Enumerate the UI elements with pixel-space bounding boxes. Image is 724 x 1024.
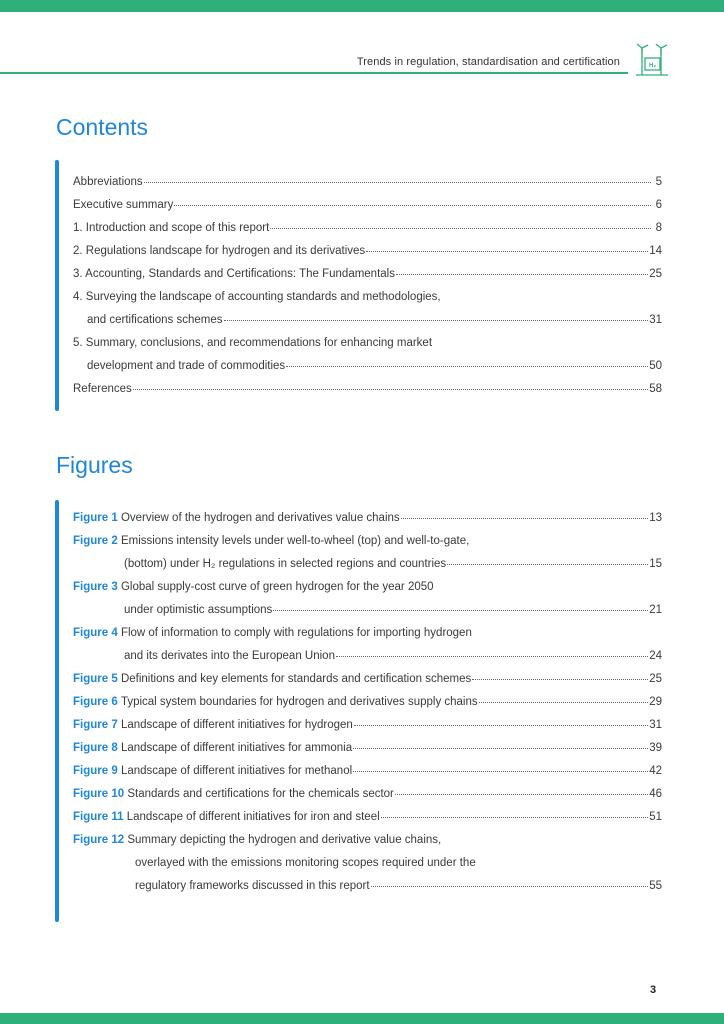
- figure-item-12[interactable]: Figure 12 Summary depicting the hydrogen and derivative value chains, overlayed with the emissions monitoring scopes required under the regulatory frameworks discussed in this report 55: [73, 834, 662, 892]
- contents-list: [73, 171, 662, 401]
- running-header-title: Trends in regulation, standardisation and certification: [356, 56, 620, 68]
- figure-item-2[interactable]: Figure 2 Emissions intensity levels under well-to-wheel (top) and well-to-gate, (bottom) under H₂ regulations in selected regions and countries 15: [73, 535, 662, 570]
- figure-item-9[interactable]: Figure 9 Landscape of different initiatives for methanol 42: [73, 765, 662, 777]
- figure-item-11[interactable]: Figure 11 Landscape of different initiatives for iron and steel 51: [73, 811, 662, 823]
- figure-item-4[interactable]: Figure 4 Flow of information to comply with regulations for importing hydrogen and its derivates into the European Union 24: [73, 627, 662, 662]
- figures-list: [73, 507, 662, 898]
- toc-item-regulations-landscape[interactable]: 2. Regulations landscape for hydrogen and its derivatives 14: [73, 245, 662, 257]
- toc-item-surveying-landscape[interactable]: 4. Surveying the landscape of accounting standards and methodologies, and certifications schemes 31: [73, 291, 662, 326]
- toc-item-introduction[interactable]: 1. Introduction and scope of this report 8: [73, 222, 662, 234]
- toc-item-accounting-standards[interactable]: 3. Accounting, Standards and Certifications: The Fundamentals 25: [73, 268, 662, 280]
- contents-heading: Contents: [56, 114, 149, 140]
- figure-item-1[interactable]: Figure 1 Overview of the hydrogen and derivatives value chains 13: [73, 512, 662, 524]
- contents-accent-bar: [55, 160, 59, 411]
- figures-accent-bar: [55, 500, 59, 922]
- svg-text:H₂: H₂: [649, 63, 656, 69]
- figure-item-10[interactable]: Figure 10 Standards and certifications for the chemicals sector 46: [73, 788, 662, 800]
- figure-item-3[interactable]: Figure 3 Global supply-cost curve of green hydrogen for the year 2050 under optimistic assumptions 21: [73, 581, 662, 616]
- top-accent-bar: [0, 0, 724, 12]
- figure-item-7[interactable]: Figure 7 Landscape of different initiatives for hydrogen 31: [73, 719, 662, 731]
- header-rule: [0, 72, 628, 74]
- figure-item-8[interactable]: Figure 8 Landscape of different initiatives for ammonia 39: [73, 742, 662, 754]
- toc-item-references[interactable]: References 58: [73, 383, 662, 395]
- toc-item-summary-conclusions[interactable]: 5. Summary, conclusions, and recommendations for enhancing market development and trade of commodities 50: [73, 337, 662, 372]
- figures-heading: Figures: [56, 452, 133, 478]
- toc-item-abbreviations[interactable]: Abbreviations 5: [73, 176, 662, 188]
- page-number: 3: [650, 984, 657, 996]
- toc-item-executive-summary[interactable]: Executive summary 6: [73, 199, 662, 211]
- bottom-accent-bar: [0, 1013, 724, 1024]
- figure-item-5[interactable]: Figure 5 Definitions and key elements for standards and certification schemes 25: [73, 673, 662, 685]
- hydrogen-wind-icon: [634, 42, 670, 76]
- figure-item-6[interactable]: Figure 6 Typical system boundaries for hydrogen and derivatives supply chains 29: [73, 696, 662, 708]
